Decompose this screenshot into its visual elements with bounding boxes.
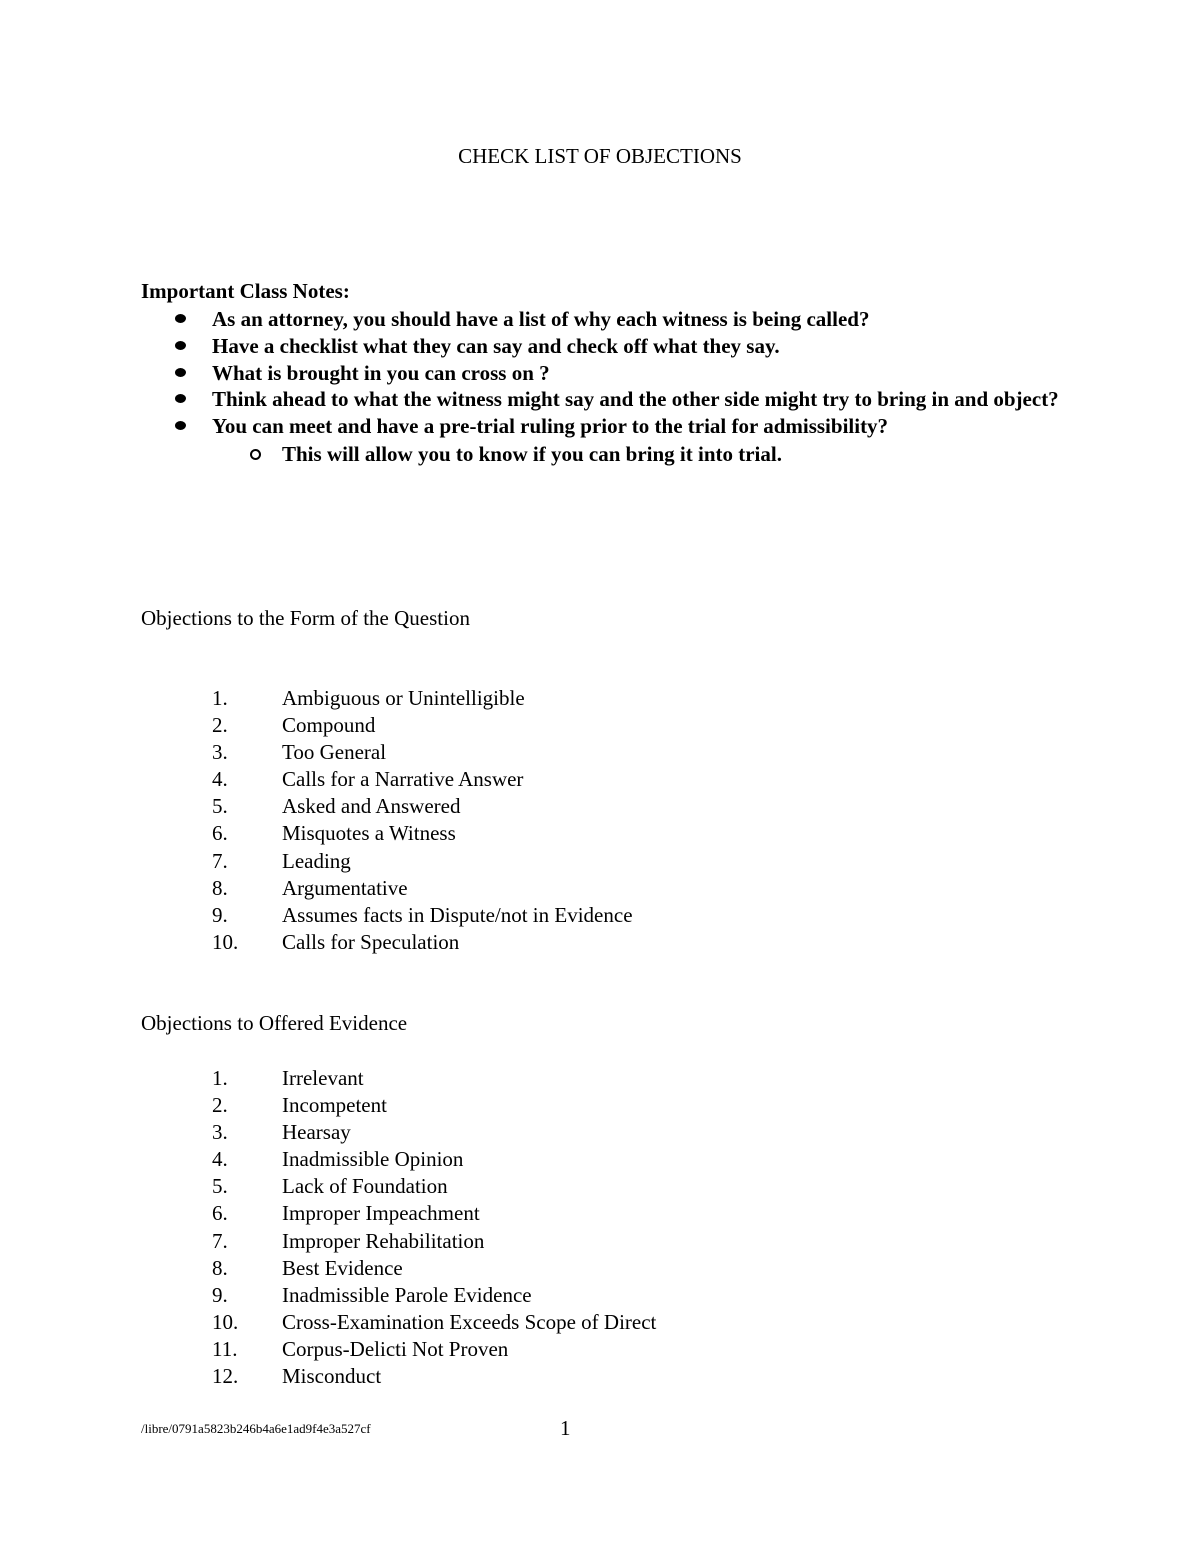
item-text: Calls for a Narrative Answer	[282, 767, 524, 792]
item-text: Hearsay	[282, 1120, 351, 1145]
note-item	[141, 413, 1061, 440]
item-text: Compound	[282, 713, 376, 738]
item-text: Misconduct	[282, 1364, 382, 1389]
note-sub-text: This will allow you to know if you can bring it into trial.	[282, 441, 782, 466]
bullet-icon	[175, 394, 186, 403]
item-number: 8.	[212, 1255, 228, 1280]
note-item	[141, 386, 1061, 413]
item-number: 3.	[212, 740, 228, 765]
item-number: 10.	[212, 1309, 239, 1334]
item-number: 6.	[212, 821, 228, 846]
item-text: Calls for Speculation	[282, 929, 460, 954]
note-text: Have a checklist what they can say and check off what they say.	[212, 333, 780, 358]
evidence-objections-heading: Objections to Offered Evidence	[141, 1011, 408, 1035]
item-number: 4.	[212, 1147, 228, 1172]
item-number: 12.	[212, 1364, 239, 1389]
note-text: You can meet and have a pre-trial ruling prior to the trial for admissibility?	[212, 414, 889, 439]
note-item	[141, 360, 1061, 387]
notes-list	[141, 306, 1061, 468]
form-objections-heading: Objections to the Form of the Question	[141, 606, 470, 630]
item-number: 2.	[212, 713, 228, 738]
item-number: 5.	[212, 794, 228, 819]
item-number: 2.	[212, 1093, 228, 1118]
item-number: 7.	[212, 848, 228, 873]
item-text: Misquotes a Witness	[282, 821, 456, 846]
item-number: 1.	[212, 686, 228, 710]
item-text: Inadmissible Parole Evidence	[282, 1282, 532, 1307]
bullet-icon	[175, 314, 186, 323]
item-text: Asked and Answered	[282, 794, 461, 819]
item-number: 11.	[212, 1336, 238, 1361]
item-text: Incompetent	[282, 1093, 387, 1118]
page-title: CHECK LIST OF OBJECTIONS	[458, 144, 742, 168]
item-text: Inadmissible Opinion	[282, 1147, 464, 1172]
note-item	[141, 306, 1061, 333]
item-number: 5.	[212, 1174, 228, 1199]
item-text: Lack of Foundation	[282, 1174, 448, 1199]
hollow-bullet-icon	[250, 449, 261, 460]
note-text: As an attorney, you should have a list of why each witness is being called?	[212, 307, 870, 331]
item-number: 6.	[212, 1201, 228, 1226]
item-text: Argumentative	[282, 875, 408, 900]
note-item	[141, 333, 1061, 360]
item-number: 7.	[212, 1228, 228, 1253]
item-number: 3.	[212, 1120, 228, 1145]
item-text: Irrelevant	[282, 1066, 364, 1090]
item-number: 1.	[212, 1066, 228, 1090]
item-text: Ambiguous or Unintelligible	[282, 686, 525, 710]
item-number: 4.	[212, 767, 228, 792]
note-text: Think ahead to what the witness might say and the other side might try to bring in and object?	[212, 387, 1059, 412]
item-number: 9.	[212, 1282, 228, 1307]
item-text: Improper Rehabilitation	[282, 1228, 485, 1253]
note-sub-item	[141, 440, 1061, 468]
item-text: Improper Impeachment	[282, 1201, 480, 1226]
item-text: Corpus-Delicti Not Proven	[282, 1336, 509, 1361]
bullet-icon	[175, 341, 186, 350]
item-text: Too General	[282, 740, 387, 765]
bullet-icon	[175, 421, 186, 430]
footer-path: /libre/0791a5823b246b4a6e1ad9f4e3a527cf	[141, 1421, 371, 1436]
item-text: Leading	[282, 848, 351, 873]
note-text: What is brought in you can cross on ?	[212, 360, 550, 385]
item-text: Assumes facts in Dispute/not in Evidence	[282, 902, 633, 927]
item-number: 8.	[212, 875, 228, 900]
notes-heading: Important Class Notes:	[141, 279, 350, 303]
item-number: 9.	[212, 902, 228, 927]
bullet-icon	[175, 368, 186, 377]
item-number: 10.	[212, 929, 239, 954]
page-number: 1	[560, 1416, 571, 1440]
item-text: Best Evidence	[282, 1255, 403, 1280]
item-text: Cross-Examination Exceeds Scope of Direct	[282, 1309, 657, 1334]
